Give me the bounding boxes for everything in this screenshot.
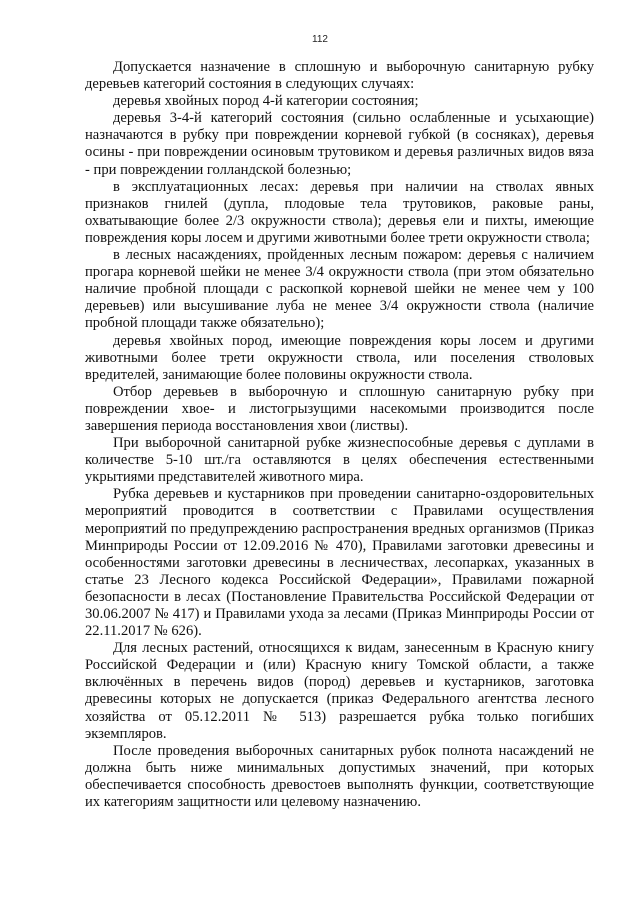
paragraph-item-fire-damaged: в лесных насаждениях, пройденных лесным пожаром: деревья с наличием прогара корневой шейки не менее 3/4 окружности ствола (при этом обязательно наличие пробной площади с раскопкой корневой шейки не менее чем у 100 деревьев) или высушивание луба не менее 3/4 окружности ствола (наличие пробной площади также обязательно); xyxy=(85,247,594,332)
paragraph-item-exploitation-forests: в эксплуатационных лесах: деревья при наличии на стволах явных признаков гнилей (дупла, плодовые тела трутовиков, раковые раны, охватывающие более 2/3 окружности ствола); деревья ели и пихты, имеющие повреждения коры лосем и другими животными более трети окружности ствола; xyxy=(85,178,594,246)
paragraph-item-conifers: деревья хвойных пород 4-й категории состояния; xyxy=(113,93,419,110)
page-number: 112 xyxy=(312,34,328,45)
paragraph-stand-density: После проведения выборочных санитарных рубок полнота насаждений не должна быть ниже минимальных допустимых значений, при которых обеспечивается способность древостоев выполнять функции, соответствующие их категориям защитности или целевому назначению. xyxy=(85,742,594,811)
paragraph-insect-damage: Отбор деревьев в выборочную и сплошную санитарную рубку при повреждении хвое- и листогрызущими насекомыми производится после завершения периода восстановления хвои (листвы). xyxy=(85,383,594,434)
document-body xyxy=(85,59,594,811)
paragraph-item-bark-damage: деревья хвойных пород, имеющие повреждения коры лосем и другими животными более трети окружности ствола, или поселения стволовых вредителей, занимающие более половины окружности ствола. xyxy=(85,332,594,383)
paragraph-red-book: Для лесных растений, относящихся к видам, занесенным в Красную книгу Российской Федерации и (или) Красную книгу Томской области, а также включённых в перечень видов (пород) деревьев и кустарников, заготовка древесины которых не допускается (приказ Федерального агентства лесного хозяйства от 05.12.2011 № 513) разрешается рубка только погибших экземпляров. xyxy=(85,640,594,742)
paragraph-regulations: Рубка деревьев и кустарников при проведении санитарно-оздоровительных мероприятий проводится в соответствии с Правилами осуществления мероприятий по предупреждению распространения вредных организмов (Приказ Минприроды России от 12.09.2016 № 470), Правилами заготовки древесины и особенностями заготовки древесины в лесничествах, лесопарках, указанных в статье 23 Лесного кодекса Российской Федерации», Правилами пожарной безопасности в лесах (Постановление Правительства Российской Федерации от 30.06.2007 № 417) и Правилами ухода за лесами (Приказ Минприроды России от 22.11.2017 № 626). xyxy=(85,486,594,640)
paragraph-hollow-trees: При выборочной санитарной рубке жизнеспособные деревья с дуплами в количестве 5-10 шт./га оставляются в целях обеспечения естественными укрытиями представителей животного мира. xyxy=(85,435,594,486)
paragraph-item-category-3-4: деревья 3-4-й категорий состояния (сильно ослабленные и усыхающие) назначаются в рубку при повреждении корневой губкой (в сосняках), деревья осины - при повреждении осиновым трутовиком и деревья различных видов вяза - при повреждении голландской болезнью; xyxy=(85,110,594,178)
paragraph-intro: Допускается назначение в сплошную и выборочную санитарную рубку деревьев категорий состояния в следующих случаях: xyxy=(85,59,594,93)
